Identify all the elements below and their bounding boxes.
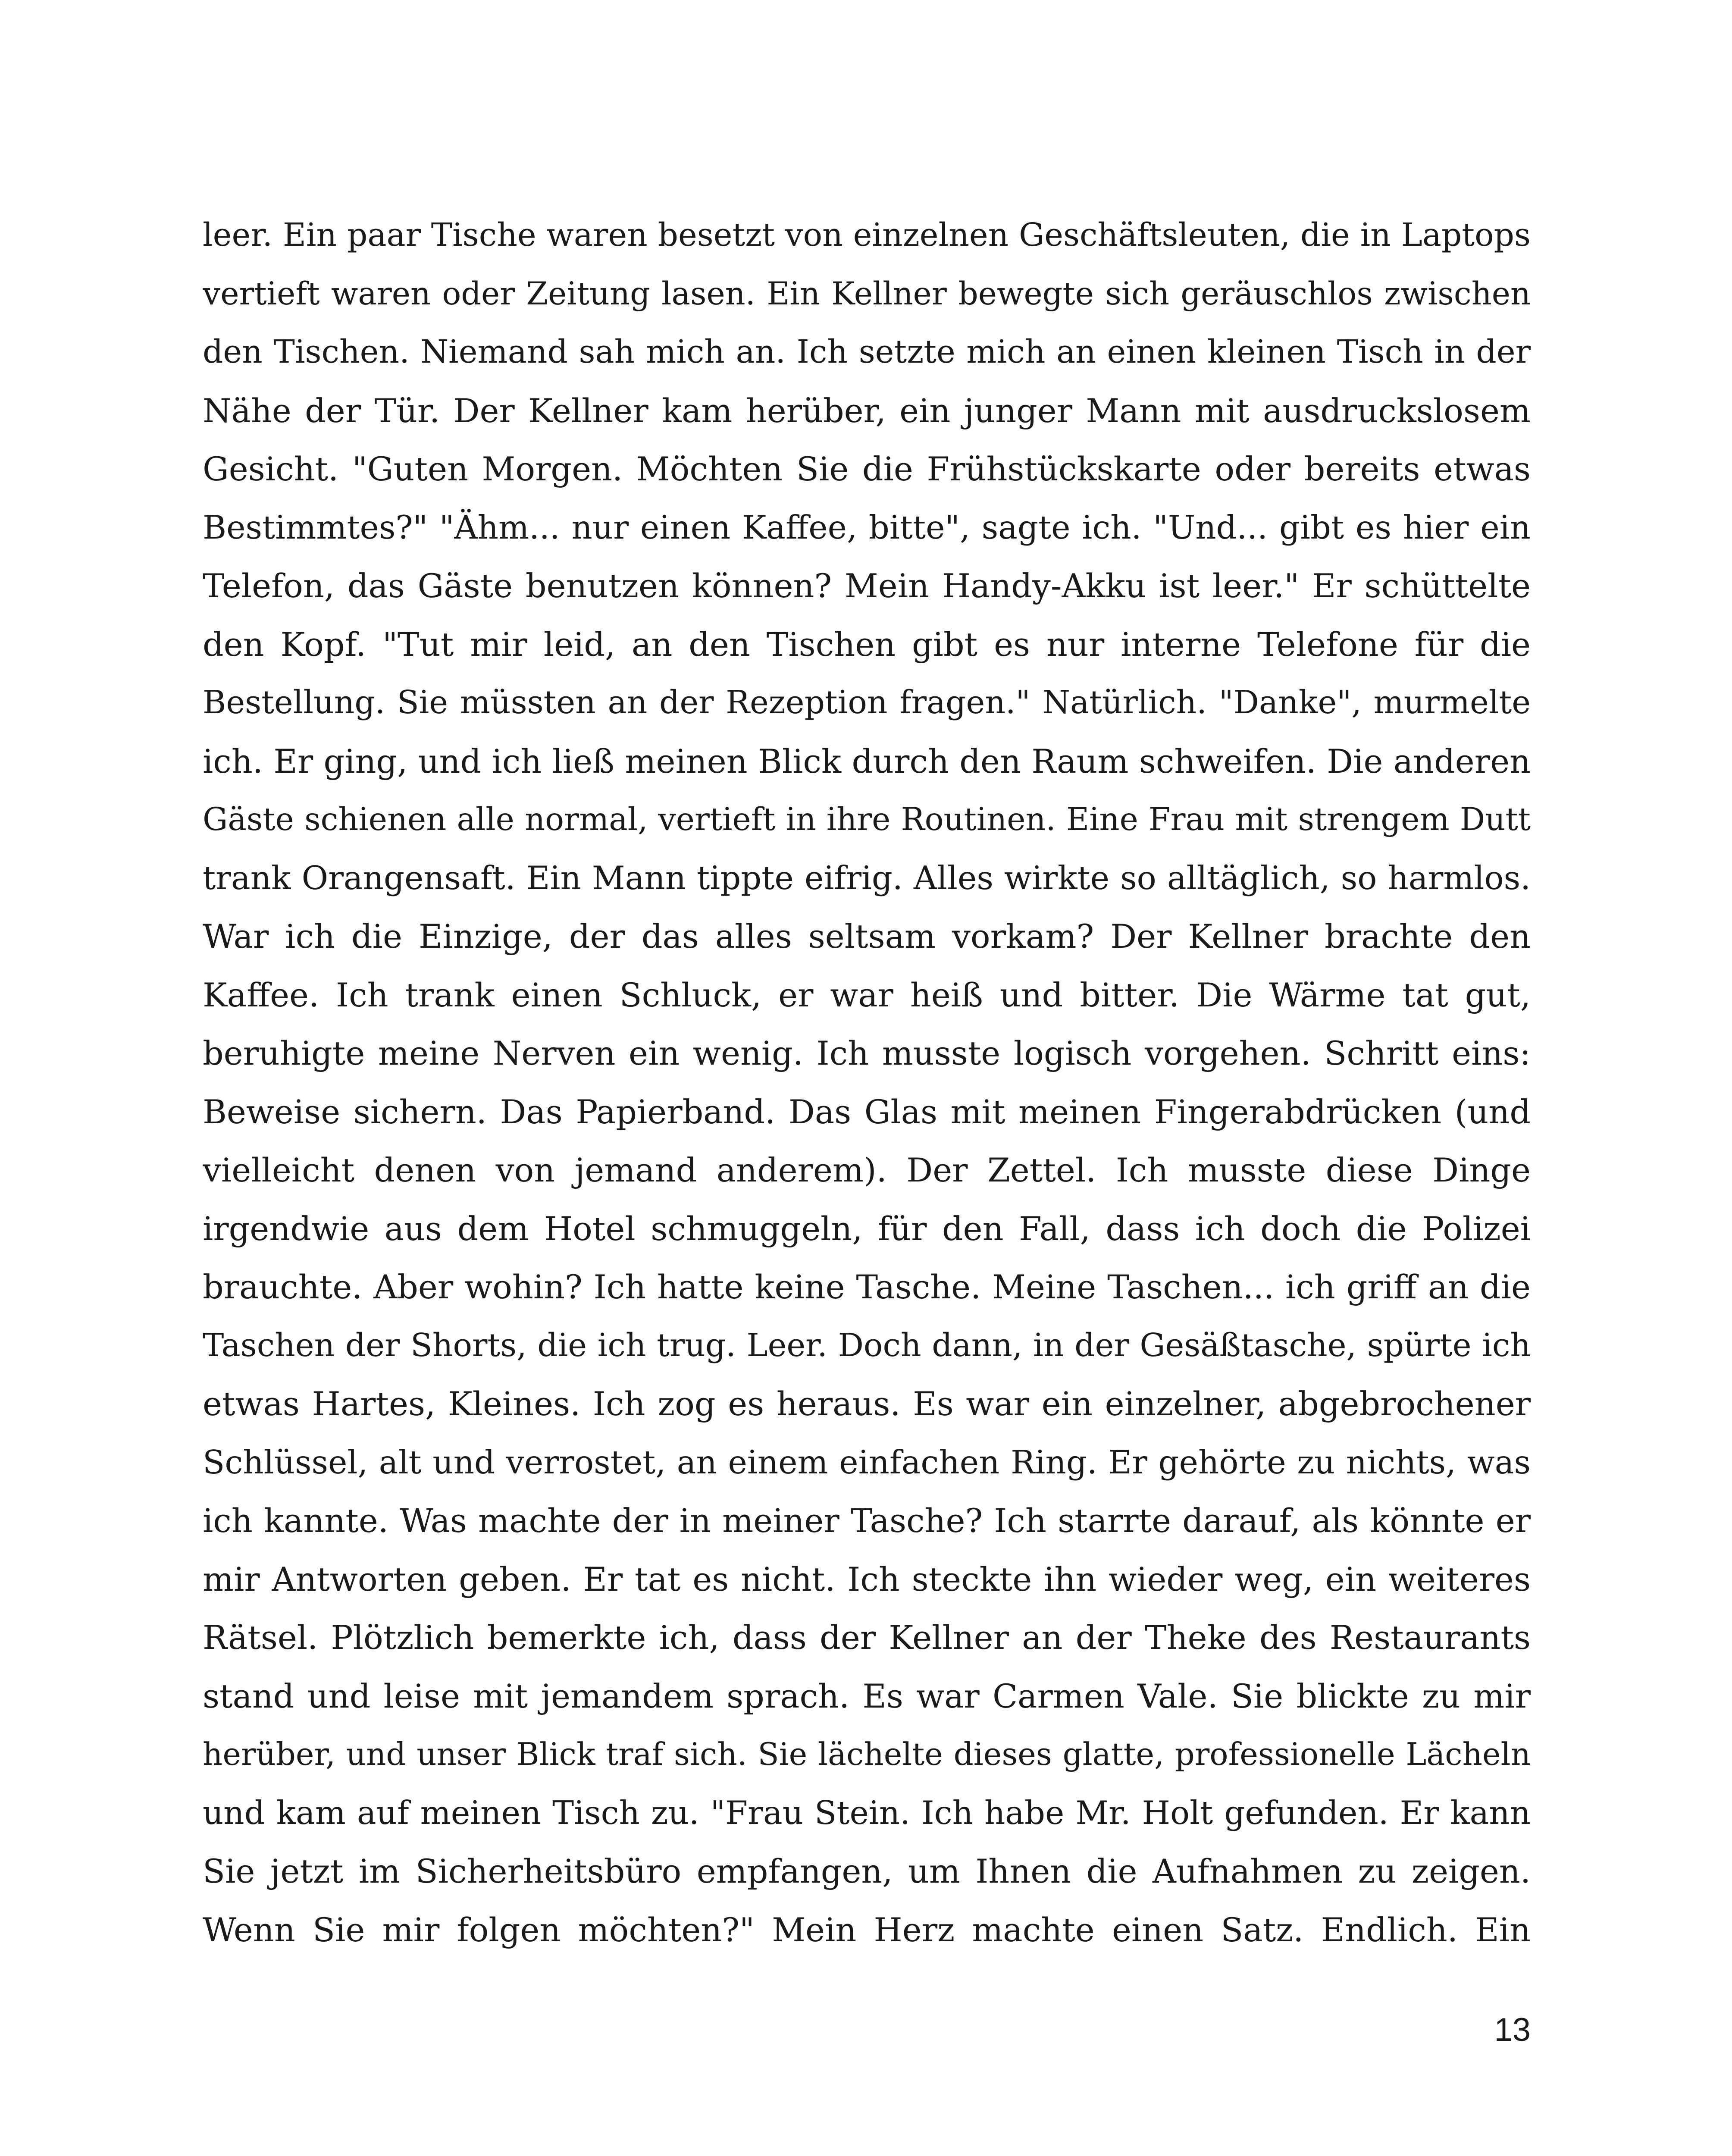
text-line: stand und leise mit jemandem sprach. Es war Carmen Vale. Sie blickte zu mir [203,1677,1531,1715]
text-line: Bestimmtes?" "Ähm... nur einen Kaffee, bitte", sagte ich. "Und... gibt es hier ein [203,508,1531,546]
text-line: ich kannte. Was machte der in meiner Tasche? Ich starrte darauf, als könnte er [203,1501,1531,1540]
text-line: den Tischen. Niemand sah mich an. Ich setzte mich an einen kleinen Tisch in der [203,333,1531,370]
text-line: Beweise sichern. Das Papierband. Das Glas mit meinen Fingerabdrücken (und [203,1092,1531,1131]
text-line: trank Orangensaft. Ein Mann tippte eifrig. Alles wirkte so alltäglich, so harmlos. [203,859,1531,897]
text-line: War ich die Einzige, der das alles seltsam vorkam? Der Kellner brachte den [203,917,1531,956]
text-line: Telefon, das Gäste benutzen können? Mein Handy-Akku ist leer." Er schüttelte [203,567,1531,605]
text-line: etwas Hartes, Kleines. Ich zog es heraus. Es war ein einzelner, abgebrochener [203,1385,1531,1423]
text-line: Kaffee. Ich trank einen Schluck, er war heiß und bitter. Die Wärme tat gut, [203,975,1531,1014]
text-line: beruhigte meine Nerven ein wenig. Ich musste logisch vorgehen. Schritt eins: [203,1034,1531,1072]
text-line: Gesicht. "Guten Morgen. Möchten Sie die Frühstückskarte oder bereits etwas [203,450,1531,488]
text-line: Nähe der Tür. Der Kellner kam herüber, ein junger Mann mit ausdruckslosem [203,391,1531,430]
text-line: brauchte. Aber wohin? Ich hatte keine Tasche. Meine Taschen... ich griff an die [203,1268,1531,1306]
text-line: Taschen der Shorts, die ich trug. Leer. Doch dann, in der Gesäßtasche, spürte ich [203,1326,1531,1364]
text-line: irgendwie aus dem Hotel schmuggeln, für den Fall, dass ich doch die Polizei [203,1209,1531,1248]
text-line: den Kopf. "Tut mir leid, an den Tischen gibt es nur interne Telefone für die [203,625,1531,664]
text-line: ich. Er ging, und ich ließ meinen Blick durch den Raum schweifen. Die anderen [203,742,1531,780]
page-number: 13 [1494,2012,1531,2048]
text-line: Rätsel. Plötzlich bemerkte ich, dass der Kellner an der Theke des Restaurants [203,1618,1531,1657]
text-line: Bestellung. Sie müssten an der Rezeption fragen." Natürlich. "Danke", murmelte [203,684,1531,721]
text-line: herüber, und unser Blick traf sich. Sie lächelte dieses glatte, professionelle Lächeln [203,1736,1531,1772]
text-line: Gäste schienen alle normal, vertieft in ihre Routinen. Eine Frau mit strengem Dutt [203,801,1531,838]
text-line: vertieft waren oder Zeitung lasen. Ein Kellner bewegte sich geräuschlos zwischen [203,275,1531,312]
text-line: Sie jetzt im Sicherheitsbüro empfangen, um Ihnen die Aufnahmen zu zeigen. [203,1852,1531,1890]
text-line: und kam auf meinen Tisch zu. "Frau Stein. Ich habe Mr. Holt gefunden. Er kann [203,1793,1531,1832]
text-line: leer. Ein paar Tische waren besetzt von einzelnen Geschäftsleuten, die in Laptops [203,216,1531,254]
text-line: mir Antworten geben. Er tat es nicht. Ich steckte ihn wieder weg, ein weiteres [203,1560,1531,1598]
body-text [203,206,1531,1959]
text-line: vielleicht denen von jemand anderem). Der Zettel. Ich musste diese Dinge [203,1151,1531,1189]
text-line: Wenn Sie mir folgen möchten?" Mein Herz machte einen Satz. Endlich. Ein [203,1910,1531,1949]
text-line: Schlüssel, alt und verrostet, an einem einfachen Ring. Er gehörte zu nichts, was [203,1443,1531,1481]
